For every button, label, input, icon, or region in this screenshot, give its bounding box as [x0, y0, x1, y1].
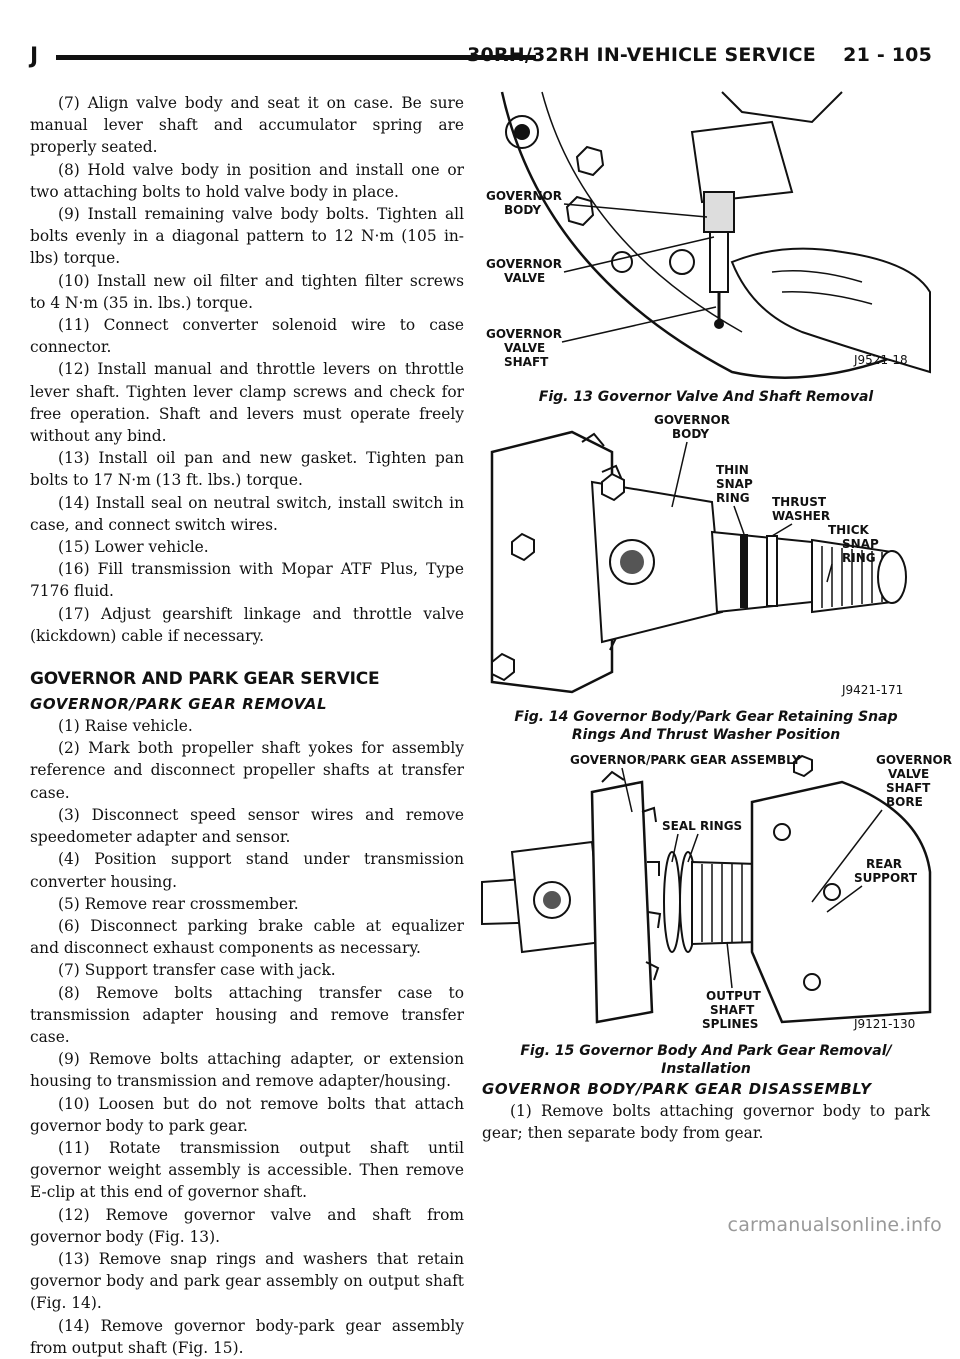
step-paragraph: (11) Connect converter solenoid wire to case connector.: [30, 316, 464, 357]
right-column: [482, 92, 952, 1144]
svg-text:SNAP: SNAP: [716, 477, 753, 491]
step-paragraph: (6) Disconnect parking brake cable at equalizer and disconnect exhaust components as necessary.: [30, 916, 464, 958]
step-paragraph: (7) Align valve body and seat it on case. Be sure manual lever shaft and accumulator spring are properly seated.: [30, 94, 464, 157]
snap-ring-illustration: [482, 412, 930, 708]
svg-text:SHAFT: SHAFT: [710, 1003, 755, 1017]
label-thin-snap-ring: THIN: [716, 463, 749, 477]
page-title: 30RH/32RH IN-VEHICLE SERVICE 21 - 105: [467, 44, 932, 66]
step-paragraph: (10) Install new oil filter and tighten filter screws to 4 N·m (35 in. lbs.) torque.: [30, 271, 464, 312]
governor-valve-illustration: [482, 92, 930, 388]
svg-text:SHAFT: SHAFT: [886, 781, 931, 795]
svg-text:VALVE: VALVE: [888, 767, 930, 781]
page-header: [30, 44, 932, 74]
label-governor-body: GOVERNOR: [486, 189, 562, 203]
figure-14: [482, 412, 930, 744]
section-letter: J: [30, 44, 39, 69]
svg-text:VALVE: VALVE: [504, 271, 546, 285]
svg-text:SHAFT: SHAFT: [504, 355, 549, 369]
label-governor-body: GOVERNOR: [654, 413, 730, 427]
step-paragraph: (5) Remove rear crossmember.: [58, 894, 299, 913]
figure-14-caption: Fig. 14 Governor Body/Park Gear Retaining Snap Rings And Thrust Washer Position: [514, 709, 898, 743]
step-paragraph: (1) Raise vehicle.: [58, 717, 193, 736]
step-paragraph: (9) Install remaining valve body bolts. Tighten all bolts evenly in a diagonal pattern to 12 N·m (105 in-lbs) torque.: [30, 205, 464, 268]
svg-text:SNAP: SNAP: [842, 537, 879, 551]
step-paragraph: (17) Adjust gearshift linkage and throttle valve (kickdown) cable if necessary.: [30, 604, 464, 645]
svg-text:SUPPORT: SUPPORT: [854, 871, 918, 885]
figure-code: J9521-18: [854, 353, 908, 367]
svg-text:WASHER: WASHER: [772, 509, 831, 523]
step-paragraph: (11) Rotate transmission output shaft until governor weight assembly is accessible. Then remove E-clip at this end of governor shaft.: [30, 1138, 464, 1202]
step-paragraph: (8) Remove bolts attaching transfer case to transmission adapter housing and remove transfer case.: [30, 983, 464, 1046]
step-paragraph: (14) Install seal on neutral switch, install switch in case, and connect switch wires.: [30, 493, 464, 534]
left-column: [30, 92, 464, 1359]
step-paragraph: (13) Install oil pan and new gasket. Tighten pan bolts to 17 N·m (13 ft. lbs.) torque.: [30, 449, 464, 490]
governor-park-gear-illustration: [482, 752, 952, 1042]
label-rear-support: REAR: [866, 857, 902, 871]
svg-text:BORE: BORE: [886, 795, 923, 809]
svg-text:BODY: BODY: [672, 427, 710, 441]
step-paragraph: (7) Support transfer case with jack.: [58, 961, 336, 980]
removal-heading: GOVERNOR/PARK GEAR REMOVAL: [30, 695, 328, 714]
svg-text:RING: RING: [716, 491, 750, 505]
label-governor-valve-shaft-bore: GOVERNOR: [876, 753, 952, 767]
header-rule: [56, 55, 536, 60]
label-governor-valve-shaft: GOVERNOR: [486, 327, 562, 341]
step-paragraph: (16) Fill transmission with Mopar ATF Plus, Type 7176 fluid.: [30, 560, 464, 601]
step-paragraph: (13) Remove snap rings and washers that retain governor body and park gear assembly on output shaft (Fig. 14).: [30, 1249, 464, 1313]
svg-text:RING: RING: [842, 551, 876, 565]
figure-code: J9421-171: [842, 683, 904, 697]
figure-13: [482, 92, 930, 406]
figure-15: [482, 752, 952, 1078]
label-output-shaft-splines: OUTPUT: [706, 989, 761, 1003]
step-paragraph: (3) Disconnect speed sensor wires and remove speedometer adapter and sensor.: [30, 805, 464, 847]
label-seal-rings: SEAL RINGS: [662, 819, 743, 833]
svg-text:VALVE: VALVE: [504, 341, 546, 355]
label-thrust-washer: THRUST: [772, 495, 827, 509]
label-thick-snap-ring: THICK: [828, 523, 869, 537]
svg-text:BODY: BODY: [504, 203, 542, 217]
section-heading: GOVERNOR AND PARK GEAR SERVICE: [30, 669, 380, 690]
label-governor-park-gear-assembly: GOVERNOR/PARK GEAR ASSEMBLY: [570, 753, 801, 767]
step-paragraph: (10) Loosen but do not remove bolts that attach governor body to park gear.: [30, 1094, 464, 1135]
figure-15-caption: Fig. 15 Governor Body And Park Gear Removal/ Installation: [520, 1043, 892, 1077]
step-paragraph: (9) Remove bolts attaching adapter, or extension housing to transmission and remove adapter/housing.: [30, 1050, 464, 1091]
figure-13-caption: Fig. 13 Governor Valve And Shaft Removal: [538, 389, 874, 405]
step-paragraph: (4) Position support stand under transmission converter housing.: [30, 850, 464, 891]
step-paragraph: (8) Hold valve body in position and install one or two attaching bolts to hold valve body in place.: [30, 160, 464, 201]
label-governor-valve: GOVERNOR: [486, 257, 562, 271]
step-paragraph: (15) Lower vehicle.: [58, 538, 209, 557]
svg-text:SPLINES: SPLINES: [702, 1017, 759, 1031]
step-paragraph: (12) Install manual and throttle levers on throttle lever shaft. Tighten lever clamp screws and check for free operation. Shaft and levers must operate freely without any bind.: [30, 360, 464, 446]
step-paragraph: (1) Remove bolts attaching governor body to park gear; then separate body from gear.: [482, 1102, 930, 1143]
step-paragraph: (14) Remove governor body-park gear assembly from output shaft (Fig. 15).: [30, 1316, 464, 1357]
disassembly-heading: GOVERNOR BODY/PARK GEAR DISASSEMBLY: [482, 1080, 872, 1098]
figure-code: J9121-130: [854, 1017, 916, 1031]
step-paragraph: (12) Remove governor valve and shaft from governor body (Fig. 13).: [30, 1205, 464, 1246]
footer-watermark: carmanualsonline.info: [727, 1214, 942, 1236]
step-paragraph: (2) Mark both propeller shaft yokes for assembly reference and disconnect propeller shafts at transfer case.: [30, 739, 464, 802]
